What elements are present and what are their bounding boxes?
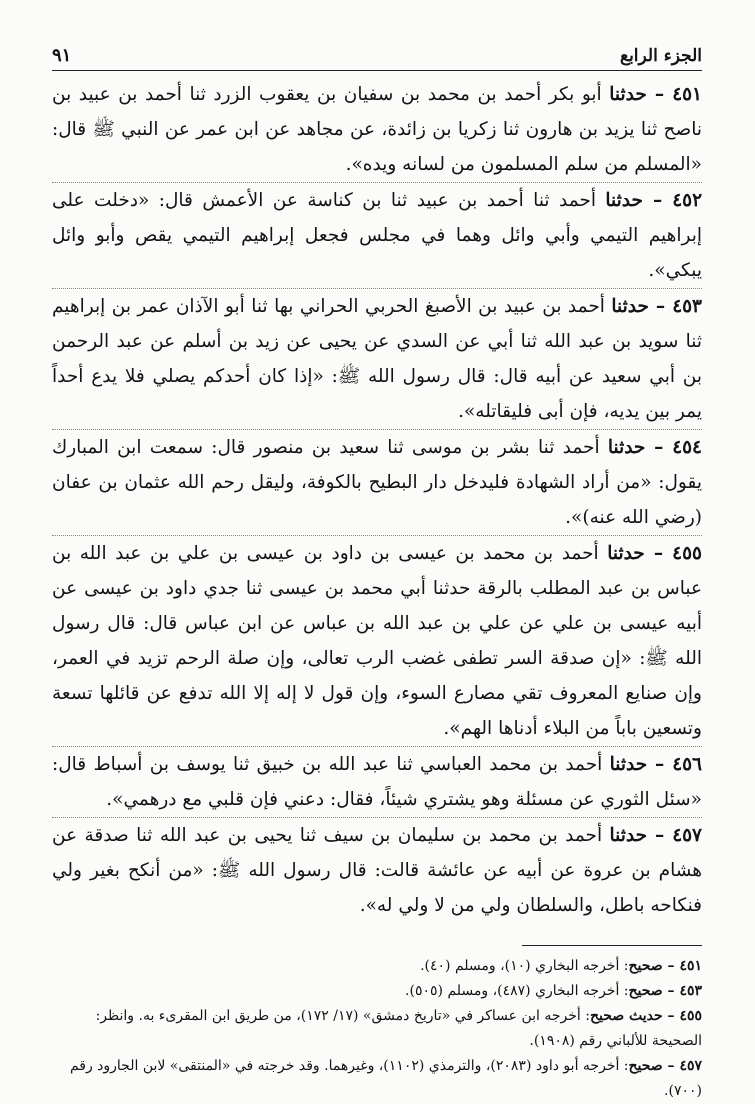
hadith-entry-455 <box>52 535 702 746</box>
footnote-text: : أخرجه البخاري (١٠)، ومسلم (٤٠). <box>420 958 629 974</box>
footnotes <box>52 954 702 1104</box>
hadith-dash: – <box>645 437 673 458</box>
hadith-number: ٤٥١ <box>672 84 702 105</box>
hadith-entry-454 <box>52 429 702 535</box>
hadith-text: أبو بكر أحمد بن محمد بن سفيان بن يعقوب الزرد ثنا أحمد بن عبيد بن ناصح ثنا يزيد بن هارون ثنا زكريا بن زائدة، عن مجاهد عن ابن عمر عن النبي ﷺ قال: «المسلم من سلم المسلمون من لسانه ويده». <box>52 84 702 175</box>
hadith-dash: – <box>644 543 673 564</box>
hadith-entry-457 <box>52 817 702 923</box>
footnote-separator <box>522 945 702 946</box>
hadith-number: ٤٥٢ <box>672 190 703 211</box>
hadith-number: ٤٥٧ <box>672 825 702 846</box>
hadith-entry-452 <box>52 182 702 288</box>
footnote-dash: – <box>662 983 680 999</box>
footnote-451 <box>52 954 702 979</box>
hadith-entry-451 <box>52 77 702 182</box>
footnote-grade: صحيح <box>628 1058 663 1074</box>
footnote-grade: صحيح <box>628 983 663 999</box>
hadith-entry-453 <box>52 288 702 429</box>
hadith-opening: حدثنا <box>607 543 645 564</box>
page-number: ٩١ <box>52 45 72 66</box>
footnote-dash: – <box>662 958 680 974</box>
hadith-text: أحمد ثنا بشر بن موسى ثنا سعيد بن منصور قال: سمعت ابن المبارك يقول: «من أراد الشهادة فليدخل دار البطيح بالكوفة، وليقل رحم الله عثمان بن عفان (رضي الله عنه)». <box>52 437 702 528</box>
footnote-text: : أخرجه البخاري (٤٨٧)، ومسلم (٥٠٥). <box>405 983 629 999</box>
hadith-dash: – <box>647 754 673 775</box>
hadith-opening: حدثنا <box>605 190 643 211</box>
hadith-entry-456 <box>52 746 702 817</box>
hadith-text: أحمد بن محمد بن عيسى بن داود بن عيسى بن علي بن عبد الله بن عباس بن عبد المطلب بالرقة حدثنا أبي محمد بن عيسى ثنا جدي داود بن عيسى عن أبيه عيسى بن علي عن علي بن عبد الله بن عباس عن ابن عباس قال: قال رسول الله ﷺ: «إن صدقة السر تطفى غضب الرب تعالى، وإن صلة الرحم تزيد في العمر، وإن صنايع المعروف تقي مصارع السوء، وإن قول لا إله إلا الله تدفع عن قائلها تسعة وتسعين باباً من البلاء أدناها الهم». <box>52 543 702 739</box>
footnote-455 <box>52 1004 702 1054</box>
footnote-dash: – <box>662 1058 680 1074</box>
book-page <box>52 36 703 1099</box>
hadith-number: ٤٥٥ <box>672 543 702 564</box>
footnote-grade: حديث صحيح <box>589 1008 663 1024</box>
hadith-dash: – <box>642 190 673 211</box>
hadith-opening: حدثنا <box>609 84 647 105</box>
hadith-opening: حدثنا <box>611 296 649 317</box>
volume-title: الجزء الرابع <box>620 46 702 66</box>
running-header <box>52 36 702 71</box>
hadith-opening: حدثنا <box>607 437 646 458</box>
hadith-text: أحمد بن محمد العباسي ثنا عبد الله بن خبيق ثنا يوسف بن أسباط قال: «سئل الثوري عن مسئلة وهو يشتري شيئاً، فقال: دعني فإن قلبي مع درهمي». <box>52 754 702 810</box>
footnote-text: : أخرجه أبو داود (٢٠٨٣)، والترمذي (١١٠٢)، وغيرهما. وقد خرجته في «المنتقى» لابن الجارود رقم (٧٠٠). <box>69 1058 702 1099</box>
hadith-dash: – <box>647 825 673 846</box>
hadith-number: ٤٥٤ <box>672 437 702 458</box>
footnote-number: ٤٥٥ <box>679 1008 702 1024</box>
hadith-dash: – <box>648 296 673 317</box>
footnote-text: : أخرجه ابن عساكر في «تاريخ دمشق» (١٧/ ١٧٢)، من طريق ابن المقرىء به. وانظر: الصحيحة للألباني رقم (١٩٠٨). <box>95 1008 702 1049</box>
hadith-dash: – <box>646 84 673 105</box>
footnote-number: ٤٥٣ <box>679 983 702 999</box>
hadith-text: أحمد بن عبيد بن الأصبغ الحربي الحراني بها ثنا أبو الآذان عمر بن إبراهيم ثنا سويد بن عبد الله ثنا أبي عن السدي عن يحيى عن زيد بن أسلم عن عبد الرحمن بن أبي سعيد عن أبيه قال: قال رسول الله ﷺ: «إذا كان أحدكم يصلي فلا يدع أحداً يمر بين يديه، فإن أبى فليقاتله». <box>52 296 702 422</box>
footnote-number: ٤٥٧ <box>679 1058 702 1074</box>
hadith-opening: حدثنا <box>609 825 648 846</box>
hadith-text: أحمد ثنا أحمد بن عبيد ثنا بن كناسة عن الأعمش قال: «دخلت على إبراهيم التيمي وأبي وائل وهما في مجلس فجعل إبراهيم التيمي يقص وأبو وائل يبكي». <box>52 190 702 281</box>
hadith-number: ٤٥٦ <box>672 754 702 775</box>
hadith-text: أحمد بن محمد بن سليمان بن سيف ثنا يحيى بن عبد الله ثنا صدقة عن هشام بن عروة عن أبيه عن عائشة قالت: قال رسول الله ﷺ: «من أنكح بغير ولي فنكاحه باطل، والسلطان ولي من لا ولي له». <box>52 825 702 916</box>
hadith-opening: حدثنا <box>609 754 648 775</box>
footnote-grade: صحيح <box>628 958 663 974</box>
footnote-number: ٤٥١ <box>679 958 702 974</box>
footnote-453 <box>52 979 702 1004</box>
footnote-dash: – <box>662 1008 680 1024</box>
footnote-457 <box>52 1054 702 1104</box>
hadith-number: ٤٥٣ <box>672 296 702 317</box>
hadith-list <box>52 77 702 923</box>
